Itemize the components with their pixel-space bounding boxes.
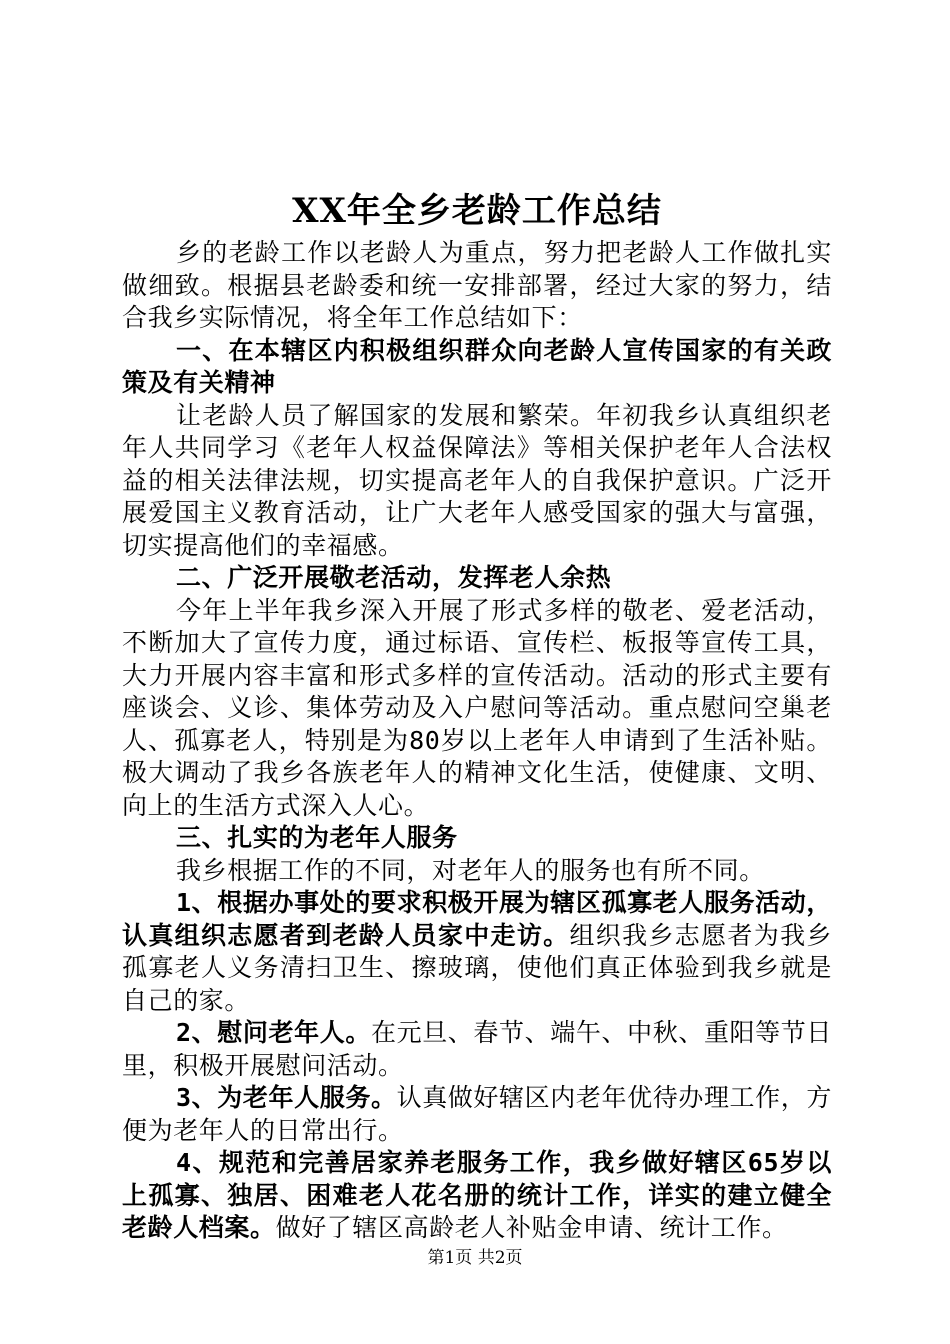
- list-item: [122, 1017, 832, 1082]
- list-item-lead: 2、慰问老年人。: [176, 1018, 371, 1047]
- list-item-text: 做好了辖区高龄老人补贴金申请、统计工作。: [275, 1213, 788, 1242]
- page-number-footer: 第1页 共2页: [427, 1248, 523, 1268]
- list-item-lead: 1、根据办事处的要求积极开展为辖区孤寡老人服务活动，认真组织志愿者到老龄人员家中走访。: [122, 888, 832, 950]
- section3-body: 我乡根据工作的不同，对老年人的服务也有所不同。: [176, 855, 765, 885]
- list-item-text: 在元旦、春节、端午、中秋、重阳等节日里，积极开展慰问活动。: [122, 1018, 832, 1080]
- list-item-lead: 3、为老年人服务。: [176, 1083, 397, 1112]
- document-title: XX年全乡老龄工作总结: [292, 191, 662, 231]
- intro-paragraph: 乡的老龄工作以老龄人为重点，努力把老龄人工作做扎实做细致。根据县老龄委和统一安排部署，经过大家的努力，结合我乡实际情况，将全年工作总结如下：: [122, 238, 832, 332]
- section1-body: 让老龄人员了解国家的发展和繁荣。年初我乡认真组织老年人共同学习《老年人权益保障法》等相关保护老年人合法权益的相关法律法规，切实提高老年人的自我保护意识。广泛开展爱国主义教育活动，让广大老年人感受国家的强大与富强，切实提高他们的幸福感。: [122, 400, 832, 560]
- document-body: [122, 187, 832, 1245]
- list-item-text: 组织我乡志愿者为我乡孤寡老人义务清扫卫生、擦玻璃，使他们真正体验到我乡就是自己的家。: [122, 920, 832, 1015]
- list-item-text: 认真做好辖区内老年优待办理工作，方便为老年人的日常出行。: [122, 1083, 832, 1145]
- list-item: [122, 887, 832, 1017]
- section3-heading: 三、扎实的为老年人服务: [176, 823, 458, 852]
- list-item: [122, 1147, 832, 1245]
- section2-body: 今年上半年我乡深入开展了形式多样的敬老、爱老活动，不断加大了宣传力度，通过标语、宣传栏、板报等宣传工具，大力开展内容丰富和形式多样的宣传活动。活动的形式主要有座谈会、义诊、集体劳动及入户慰问等活动。重点慰问空巢老人、孤寡老人，特别是为80岁以上老年人申请到了生活补贴。极大调动了我乡各族老年人的精神文化生活，使健康、文明、向上的生活方式深入人心。: [122, 595, 832, 820]
- section1-heading: 一、在本辖区内积极组织群众向老龄人宣传国家的有关政策及有关精神: [122, 335, 832, 397]
- list-item: [122, 1082, 832, 1147]
- section2-heading: 二、广泛开展敬老活动，发挥老人余热: [176, 563, 612, 592]
- list-item-lead: 4、规范和完善居家养老服务工作，我乡做好辖区65岁以上孤寡、独居、困难老人花名册的统计工作，详实的建立健全老龄人档案。: [122, 1148, 832, 1242]
